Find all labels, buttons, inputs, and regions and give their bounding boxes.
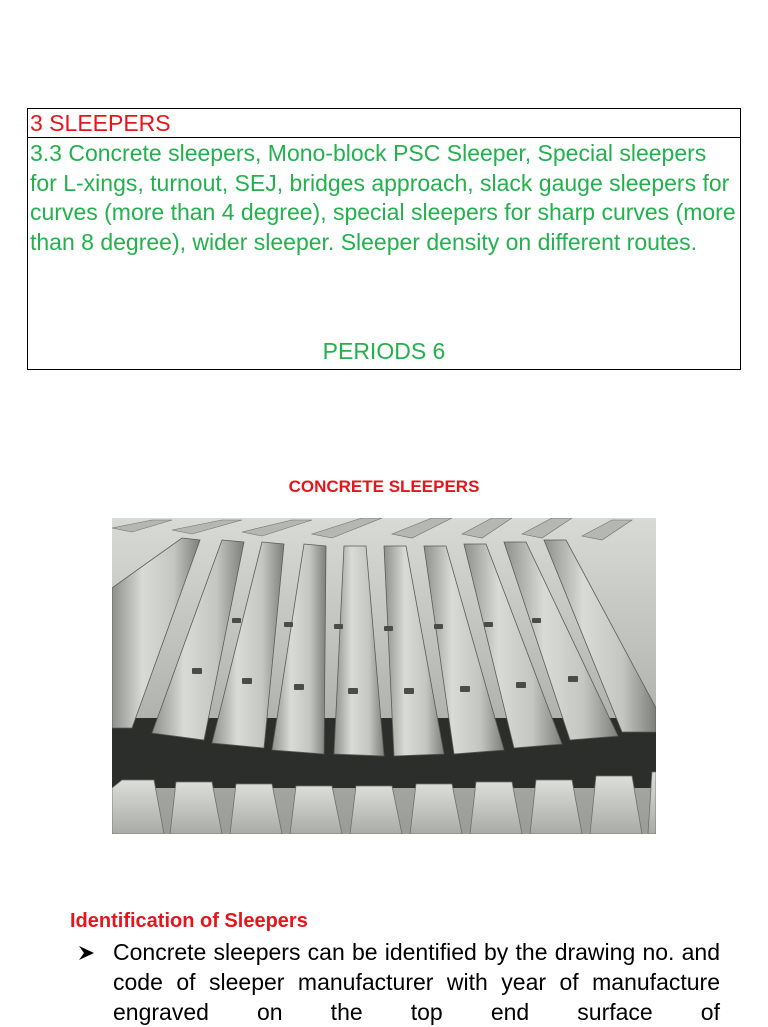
concrete-sleepers-photo	[112, 518, 656, 834]
syllabus-table	[27, 108, 741, 370]
identification-text: Concrete sleepers can be identified by the drawing no. and code of sleeper manufacturer with year of manufacture engraved on the top end surface of	[113, 939, 720, 1025]
arrow-bullet-icon	[78, 938, 108, 971]
figure-title: CONCRETE SLEEPERS	[288, 477, 480, 496]
periods-label: PERIODS 6	[322, 338, 446, 364]
sleepers-illustration	[112, 518, 656, 834]
identification-heading: Identification of Sleepers	[70, 910, 308, 932]
unit-heading: 3 SLEEPERS	[28, 109, 740, 138]
topic-description: 3.3 Concrete sleepers, Mono-block PSC Sleeper, Special sleepers for L-xings, turnout, SEJ, bridges approach, slack gauge sleepers for curves (more than 4 degree), special sleepers for sharp curves (more than 8 degree), wider sleeper. Sleeper density on different routes.	[30, 140, 736, 256]
